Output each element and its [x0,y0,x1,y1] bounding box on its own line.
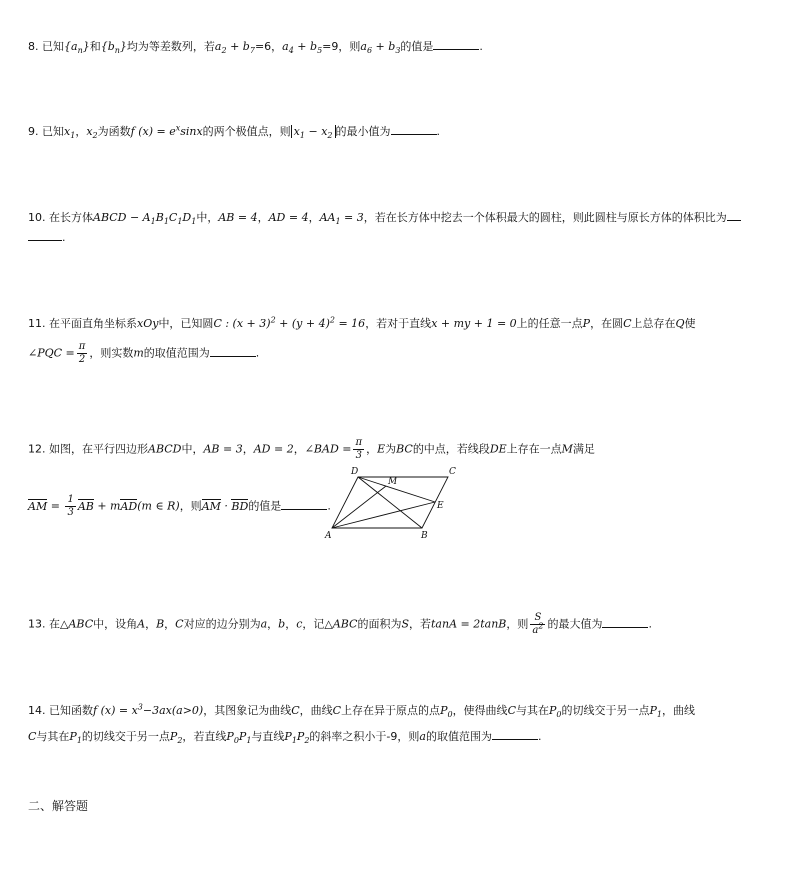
text: ，若对于直线 [365,317,432,330]
math-e: E [377,442,386,456]
text: ， [75,125,87,138]
text: ， [145,617,157,631]
math-plus: + m [93,499,121,513]
math-xoy: xOy [137,317,159,330]
text: . [327,499,331,513]
text: 已知函数 [49,704,93,717]
text: 在平面直角坐标系 [49,317,137,330]
text: 中，设角 [93,617,138,631]
question-number: 10. [28,211,46,224]
text: ， [257,211,269,224]
math-side-b: b [278,617,286,631]
text: 与其在 [515,704,549,717]
text: 对应的边分别为 [183,617,261,631]
math-x2: $x_2$ [86,125,98,141]
math-angle: ∠BAD = [304,442,352,456]
math-fx: f $(x) = e^x\sin x$ [130,123,203,138]
math-c: C [291,704,300,717]
text: =9，则 [322,40,361,53]
text: 的最大值为 [547,617,603,631]
math-de: DE [489,442,507,456]
math-abcd: ABCD [148,442,182,456]
text: 的切线交于另一点 [81,730,170,743]
math-ad: AD = 2 [253,442,294,456]
question-number: 14. [28,704,46,717]
math-angle: ∠PQC = [28,346,75,360]
math-p0: $P_0$ [548,704,562,720]
question-10 [28,208,768,248]
math-p1: $P_1$ [69,730,82,746]
text: 的面积为 [357,617,402,631]
text: ，若 [409,617,432,631]
math-bn: $\{b_n\}$ [100,40,127,56]
text: 在长方体 [49,211,93,224]
math-triangle: △ABC [60,617,94,631]
text: 为函数 [97,125,131,138]
text: 中， [196,211,219,224]
text: . [648,617,652,631]
math-bc: BC [396,442,413,456]
math-ab: AB = 4 [218,211,258,224]
math-q: Q [675,317,685,330]
math-s: S [401,617,410,631]
math-p0: $P_0$ [440,704,453,720]
text: 已知 [42,125,64,138]
math-function: f $(x) = x^3-3ax(a>0)$ [93,702,204,717]
math-p1: $P_1$ [649,704,662,720]
question-12-line-2 [28,494,331,519]
question-12 [28,437,595,462]
math-vector-ab: AB [77,499,94,513]
math-cond: (m ∈ R) [137,499,180,513]
math-fraction: $\frac{1}{3}$ [67,494,74,518]
text: 如图，在平行四边形 [49,442,148,456]
text: . [537,730,542,743]
text: ，在圆 [590,317,624,330]
math-dot: · [220,499,232,513]
question-14-line-2 [28,728,541,745]
text: 上总存在 [631,317,676,330]
text: ，则 [506,617,529,631]
math-vector-am: AM [28,499,48,513]
text: 均为等差数列，若 [126,40,215,53]
text: 上存在异于原点的点 [341,704,441,717]
math-x1: $x_1$ [64,125,76,141]
text: 在 [49,617,60,631]
math-a: A [137,617,146,631]
text: ，曲线 [299,704,333,717]
question-number: 8. [28,40,39,53]
text: . [479,40,483,53]
text: ，则 [179,499,202,513]
text: 中，已知圆 [158,317,214,330]
answer-blank[interactable] [727,209,741,221]
question-number: 13. [28,617,46,631]
segment-ae [332,502,435,528]
text: ，曲线 [661,704,695,717]
math-ad: AD = 4 [268,211,309,224]
text: ，记 [302,617,325,631]
question-11-line-2 [28,341,259,366]
section-heading: 二、解答题 [28,799,89,813]
text: ，则实数 [89,346,134,360]
math-a: a [419,730,426,743]
text: 上存在一点 [506,442,562,456]
label-m: M [388,477,398,487]
text: 为 [385,442,397,456]
text: 已知 [42,40,64,53]
math-c: C [623,317,632,330]
math-ab: AB = 3 [203,442,243,456]
math-p2: $P_2$ [169,730,183,746]
answer-blank[interactable] [433,38,479,50]
text: 与直线 [251,730,285,743]
text: ， [293,442,305,456]
text: 使 [684,317,696,330]
math-p: P [582,317,591,330]
math-box: ABCD − $A_1B_1C_1D_1$ [93,211,197,227]
text: ， [242,442,254,456]
parallelogram-figure [320,462,460,542]
math-vector-bd: BD [231,499,249,513]
math-fraction: $\frac{\pi}{3}$ [355,437,363,461]
math-circle: C : $(x + 3)^2 + (y + 4)^2 = 16$ [213,315,366,330]
text: 的斜率之积小于-9，则 [309,730,420,743]
text: 与其在 [36,730,70,743]
answer-blank[interactable] [492,728,538,740]
math-c: C [332,704,342,717]
text: ， [285,617,297,631]
question-number: 11. [28,317,46,330]
text: ， [164,617,176,631]
question-number: 9. [28,125,39,138]
math-eq: = [47,499,64,513]
label-e: E [437,501,444,511]
text: 的取值范围为 [425,730,492,743]
text: =6， [254,40,283,53]
math-m: m [133,346,144,360]
text: ， [366,442,378,456]
math-line-p0p1: $P_0P_1$ [226,730,252,746]
math-line-p1p2: $P_1P_2$ [284,730,310,746]
math-c: C [28,730,37,743]
question-number: 12. [28,442,46,456]
text: 的最小值为 [335,125,391,138]
text: ，使得曲线 [452,704,508,717]
label-b: B [421,531,428,541]
math-vector-ad: AD [120,499,138,513]
math-tan: tanA = 2tanB [431,617,507,631]
label-a: A [325,531,332,541]
answer-blank[interactable] [602,616,648,628]
text: ，其图象记为曲线 [203,704,292,717]
math-expr: $a_2 + b_7$ [214,40,255,56]
question-8 [28,38,483,55]
question-9 [28,123,440,140]
math-expr: $a_4 + b_5$ [282,40,323,56]
answer-blank[interactable] [28,229,62,241]
math-b: B [156,617,165,631]
math-fraction: $\frac{S}{a^2}$ [532,612,544,636]
text: ， [308,211,320,224]
question-13 [28,612,652,637]
math-vector-am: AM [201,499,221,513]
question-11 [28,316,696,332]
text: 满足 [572,442,595,456]
math-side-c: c [296,617,303,631]
math-aa1: $AA_1 = 3$ [319,211,364,227]
label-d: D [351,467,359,477]
math-line: x + my + 1 = 0 [431,317,517,330]
text: . [255,346,260,360]
text: 中， [181,442,204,456]
text: ， [267,617,279,631]
math-triangle: △ABC [324,617,358,631]
text: . [436,125,440,138]
text: . [62,231,66,244]
math-fraction: $\frac{\pi}{2}$ [78,341,86,365]
text: ，若在长方体中挖去一个体积最大的圆柱，则此圆柱与原长方体的体积比为 [363,211,727,224]
math-c: C [507,704,516,717]
text: 的取值范围为 [143,346,210,360]
math-m: M [561,442,573,456]
math-c: C [175,617,184,631]
text: 的值是 [400,40,434,53]
math-expr: $a_6 + b_3$ [360,40,401,56]
math-side-a: a [260,617,268,631]
answer-blank[interactable] [210,345,256,357]
label-c: C [449,467,456,477]
math-abs: $x_1 - x_2$ [291,125,336,138]
math-an: $\{a_n\}$ [64,40,90,56]
text: 的值是 [248,499,282,513]
question-14 [28,703,695,719]
text: 的两个极值点，则 [202,125,291,138]
text: 和 [89,40,101,53]
answer-blank[interactable] [391,123,437,135]
text: 的切线交于另一点 [561,704,650,717]
text: 上的任意一点 [516,317,583,330]
text: 的中点，若线段 [412,442,490,456]
text: ，若直线 [182,730,227,743]
